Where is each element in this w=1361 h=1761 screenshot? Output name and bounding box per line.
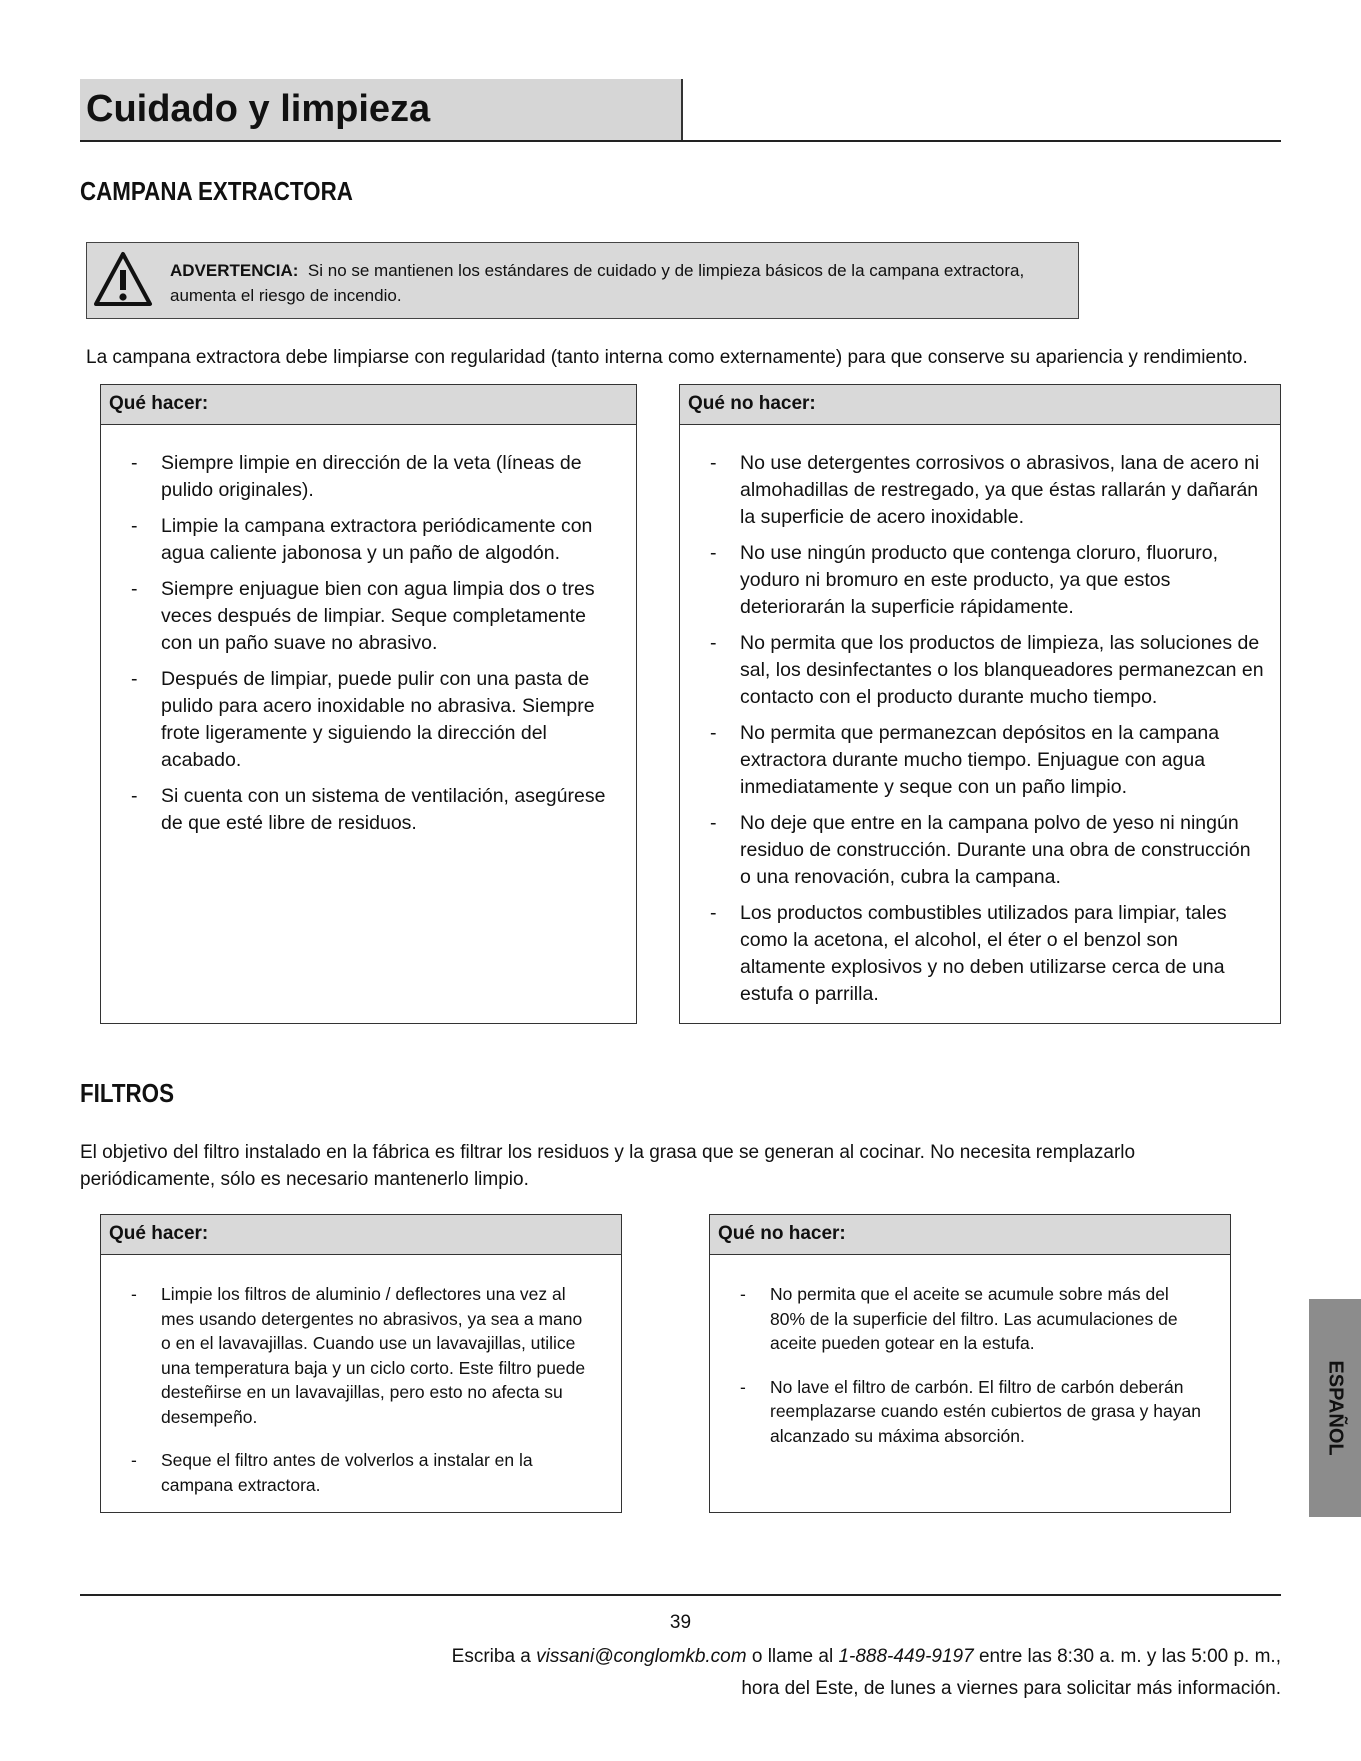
hood-do-header (101, 385, 636, 425)
page-number: 39 (669, 1612, 692, 1633)
list-item: - Después de limpiar, puede pulir con una pasta de pulido para acero inoxidable no abrasiva. Siempre frote ligeramente y siguiendo la dirección del acabado. (131, 668, 595, 771)
hood-do-list (131, 450, 611, 846)
filters-intro: El objetivo del filtro instalado en la fábrica es filtrar los residuos y la grasa que se generan al cocinar. No necesita remplazarlo periódicamente, sólo es necesario mantenerlo limpio. (80, 1142, 1136, 1190)
list-item: - No lave el filtro de carbón. El filtro de carbón deberán reemplazarse cuando estén cubiertos de grasa y hayan alcanzado su máxima absorción. (740, 1376, 1201, 1446)
list-item: - No permita que permanezcan depósitos en la campana extractora durante mucho tiempo. Enjuague con agua inmediatamente y seque con un paño limpio. (710, 722, 1220, 798)
filters-dont-title: Qué no hacer: (718, 1223, 846, 1244)
warning-text (170, 258, 1070, 308)
list-item: - No permita que los productos de limpieza, las soluciones de sal, los desinfectantes o los blanqueadores permanezcan en contacto con el producto durante mucho tiempo. (710, 632, 1264, 708)
list-item: - No deje que entre en la campana polvo de yeso ni ningún residuo de construcción. Durante una obra de construcción o una renovación, cubra la campana. (710, 812, 1251, 888)
filters-do-header (101, 1215, 621, 1255)
list-item: - Limpie los filtros de aluminio / deflectores una vez al mes usando detergentes no abrasivos, ya sea a mano o en el lavavajillas. Cuando use un lavavajillas, utilice una temperatura baja y un ciclo corto. Este filtro puede desteñirse en un lavavajillas, pero esto no afecta su desempeño. (131, 1284, 586, 1427)
list-item: - Limpie la campana extractora periódicamente con agua caliente jabonosa y un paño de algodón. (131, 515, 593, 564)
hood-dont-list (710, 450, 1265, 1017)
filters-dont-box (709, 1214, 1231, 1513)
list-item: - No use ningún producto que contenga cloruro, fluoruro, yoduro ni bromuro en este producto, ya que estos deteriorarán la superficie rápidamente. (710, 542, 1219, 618)
filters-do-title: Qué hacer: (109, 1223, 209, 1244)
header-divider (80, 140, 1281, 142)
hood-dont-title: Qué no hacer: (688, 393, 816, 414)
footer-divider (80, 1594, 1281, 1596)
hood-do-box (100, 384, 637, 1024)
list-item: - Si cuenta con un sistema de ventilación, asegúrese de que esté libre de residuos. (131, 785, 606, 834)
filters-dont-list (740, 1282, 1205, 1467)
hood-dont-header (680, 385, 1280, 425)
filters-do-list (131, 1282, 596, 1516)
warning-label: ADVERTENCIA: (170, 261, 299, 280)
footer-phone: 1-888-449-9197 (838, 1646, 974, 1667)
hood-heading: CAMPANA EXTRACTORA (80, 176, 353, 206)
hood-dont-box (679, 384, 1281, 1024)
filters-dont-header (710, 1215, 1230, 1255)
page-title: Cuidado y limpieza (86, 88, 431, 130)
list-item: - No use detergentes corrosivos o abrasivos, lana de acero ni almohadillas de restregado, ya que éstas rallarán y dañarán la superficie de acero inoxidable. (710, 452, 1260, 528)
filters-heading: FILTROS (80, 1078, 174, 1108)
list-item: - No permita que el aceite se acumule sobre más del 80% de la superficie del filtro. Las acumulaciones de aceite pueden gotear en la estufa. (740, 1284, 1178, 1353)
footer-hours-line: hora del Este, de lunes a viernes para solicitar más información. (741, 1678, 1281, 1699)
list-item: - Siempre enjuague bien con agua limpia dos o tres veces después de limpiar. Seque completamente con un paño suave no abrasivo. (131, 578, 595, 654)
language-tab-label: ESPAÑOL (1324, 1360, 1347, 1456)
footer-email: vissani@conglomkb.com (536, 1646, 747, 1667)
warning-triangle-icon (92, 250, 154, 308)
language-tab (1309, 1299, 1361, 1517)
filters-do-box (100, 1214, 622, 1513)
hood-intro: La campana extractora debe limpiarse con regularidad (tanto interna como externamente) para que conserve su apariencia y rendimiento. (86, 347, 1248, 368)
list-item: - Los productos combustibles utilizados para limpiar, tales como la acetona, el alcohol, el éter o el benzol son altamente explosivos y no deben utilizarse cerca de una estufa o parrilla. (710, 902, 1227, 1005)
list-item: - Siempre limpie en dirección de la veta (líneas de pulido originales). (131, 452, 582, 501)
footer-contact-line: Escriba a vissani@conglomkb.com o llame al 1-888-449-9197 entre las 8:30 a. m. y las 5:00 p. m., (451, 1646, 1281, 1667)
warning-message: Si no se mantienen los estándares de cuidado y de limpieza básicos de la campana extractora, aumenta el riesgo de incendio. (170, 261, 1025, 305)
hood-do-title: Qué hacer: (109, 393, 209, 414)
list-item: - Seque el filtro antes de volverlos a instalar en la campana extractora. (131, 1450, 533, 1495)
